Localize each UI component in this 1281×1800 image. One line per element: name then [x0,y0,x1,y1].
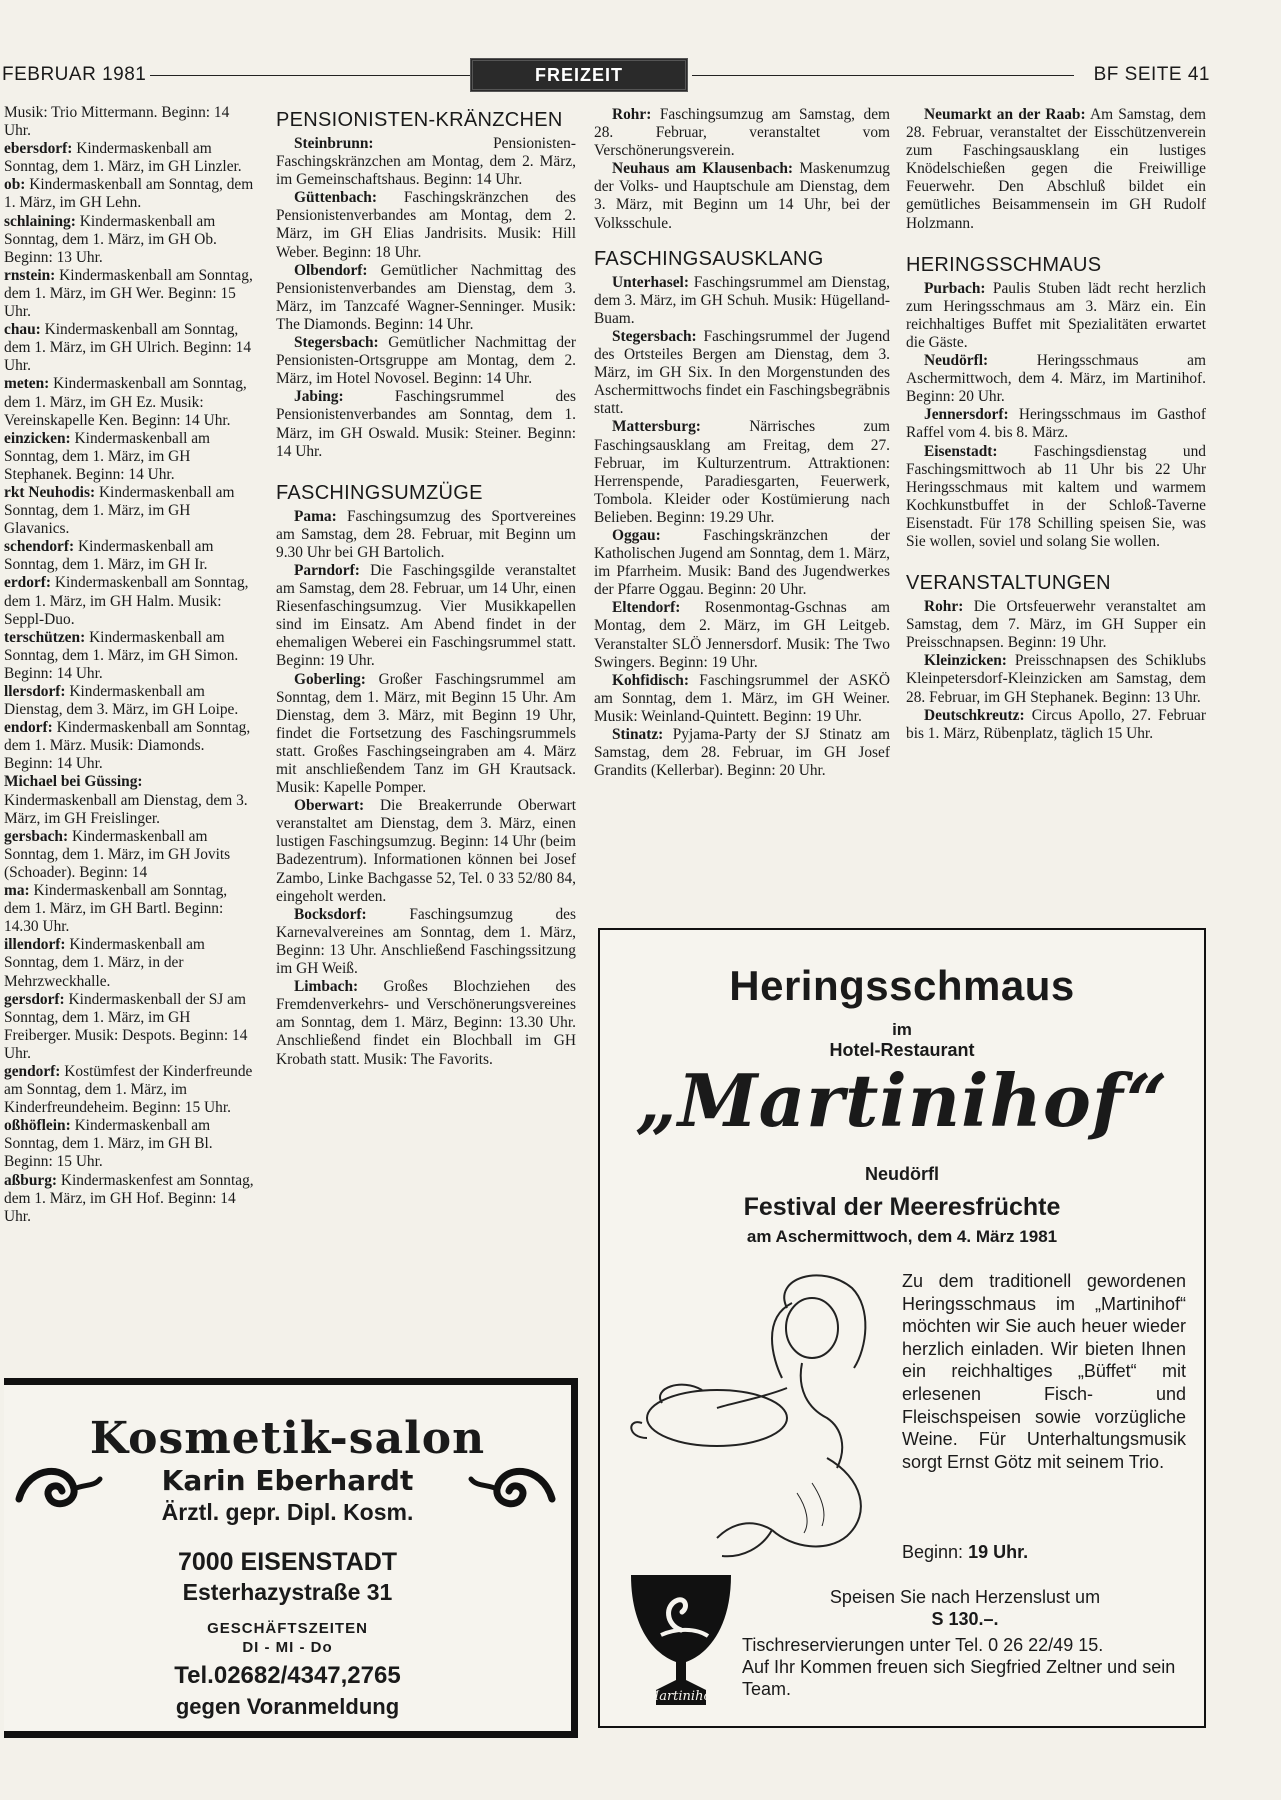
listing-place: Stegersbach: [294,334,379,352]
listing-text: Faschingsrummel am Dienstag, dem 3. März, im GH Schuh. Musik: Hügelland-Buam. [594,273,890,327]
listing-place: schendorf: [4,538,75,556]
listing-place: Jennersdorf: [924,406,1009,424]
column-1 [4,104,256,1226]
listing-entry [594,328,890,418]
listing-text: Kindermaskenball am Sonntag, dem 1. März, im GH Simon. Beginn: 14 Uhr. [4,628,239,682]
listing-entry [906,707,1206,743]
ad-closing: Auf Ihr Kommen freuen sich Siegfried Zeltner und sein Team. [742,1657,1176,1699]
listing-entry [276,797,576,906]
listing-entry [4,213,256,267]
listing-text: Faschingsumzug am Samstag, dem 28. Februar, veranstaltet vom Verschönerungsverein. [594,106,890,160]
listing-text: Preisschnapsen des Schiklubs Kleinpetersdorf-Kleinzicken am Samstag, dem 28. Februar, im GH Stephanek. Beginn: 13 Uhr. [906,652,1206,706]
ad-hours-label: GESCHÄFTSZEITEN [207,1620,368,1637]
listing-place: Kohfidisch: [612,671,689,689]
ad-reservation-block [740,1634,1192,1700]
heading-veranstaltungen: VERANSTALTUNGEN [906,572,1111,595]
listing-text: Kindermaskenfest am Sonntag, dem 1. März, im GH Hof. Beginn: 14 Uhr. [4,1171,254,1225]
listing-text: Pyjama-Party der SJ Stinatz am Samstag, dem 28. Februar, im GH Josef Grandits (Kellerbar). Beginn: 20 Uhr. [594,726,890,780]
listing-text: Faschingsrummel des Pensionistenverbandes am Sonntag, dem 1. März, im GH Oswald. Musik: Steiner. Beginn: 14 Uhr. [276,388,576,460]
listing-entry [4,375,256,429]
page-number: BF SEITE 41 [1093,64,1210,85]
heading-faschingsausklang: FASCHINGSAUSKLANG [594,247,824,270]
listing-entry [4,321,256,375]
listing-text: Kindermaskenball am Sonntag, dem 1. März, in der Mehrzweckhalle. [4,936,205,990]
listing-entry [906,106,1206,233]
listing-entry [4,828,256,882]
ausklang-cont-entries [906,106,1206,233]
listing-text: Gemütlicher Nachmittag des Pensionistenverbandes am Dienstag, dem 3. März, im Tanzcafé Wagner-Senninger. Musik: The Diamonds. Beginn: 14 Uhr. [276,261,576,333]
listing-text: Pensionisten-Faschingskränzchen am Montag, dem 2. März, im Gemeinschaftshaus. Beginn: 14 Uhr. [276,135,576,189]
listing-entry [4,773,256,827]
listing-entry [4,430,256,484]
listing-place: gersbach: [4,827,69,845]
listing-text: Rosenmontag-Gschnas am Montag, dem 2. März, im GH Leitgeb. Veranstalter SLÖ Jennersdorf. Musik: The Two Swingers. Beginn: 19 Uhr. [594,599,890,671]
listing-place: Mattersburg: [612,418,701,436]
listing-place: Rohr: [612,106,652,123]
listing-place: Limbach: [294,978,359,996]
ad-beginn-label: Beginn: [902,1542,964,1562]
listing-entry [276,262,576,334]
listing-text: Die Breakerrunde Oberwart veranstaltet am Dienstag, dem 3. März, einen lustigen Faschingsumzug. Beginn: 14 Uhr (beim Badezentrum). Informationen können bei Josef Zambo, Linke Bachgasse 52, Tel. 0 33 52/80 84, eingeholt werden. [276,797,576,905]
listing-place: Deutschkreutz: [924,706,1025,724]
listing-place: gersdorf: [4,990,65,1008]
listing-place: meten: [4,375,50,393]
listing-text: Großes Blochziehen des Fremdenverkehrs- und Verschönerungsvereines am Sonntag, dem 1. März, Beginn: 13.30 Uhr. Anschließend findet ein Blochball im GH Krobath statt. Musik: The Favorits. [276,978,576,1068]
listing-text: Die Faschingsgilde veranstaltet am Samstag, dem 28. Februar, um 14 Uhr, einen Riesenfaschingsumzug. Vier Musikkapellen sind im Einsatz. Am Abend findet in der ehemaligen Weberei ein Faschingsrummel statt. Beginn: 19 Uhr. [276,561,576,670]
listing-place: oßhöflein: [4,1117,71,1135]
listing-text: Circus Apollo, 27. Februar bis 1. März, Rübenplatz, täglich 15 Uhr. [906,706,1206,742]
ornament-right-icon [467,1459,557,1519]
listing-place: terschützen: [4,628,86,646]
listing-entry [594,160,890,232]
issue-date: FEBRUAR 1981 [2,64,147,85]
listing-entry [4,574,256,628]
ad-owner-name: Karin Eberhardt [161,1464,414,1497]
listing-entry [276,189,576,261]
ad-title: Kosmetik-salon [89,1413,486,1464]
listing-place: rnstein: [4,266,56,284]
listing-entry [594,106,890,160]
ad-qualification: Ärztl. gepr. Dipl. Kosm. [161,1499,414,1525]
listing-place: Bocksdorf: [294,905,367,923]
ausklang-entries [594,274,890,781]
listing-text: Faschingsumzug des Sportvereines am Samstag, dem 28. Februar, mit Beginn um 9.30 Uhr bei GH Bartolich. [276,507,576,561]
listing-text: Heringsschmaus am Aschermittwoch, dem 4. März, im Martinihof. Beginn: 20 Uhr. [906,352,1206,406]
listing-place: erdorf: [4,574,51,592]
ad-place: Neudörfl [865,1164,939,1184]
listing-text: Faschingsumzug des Karnevalvereines am Sonntag, dem 1. März, Beginn: 13 Uhr. Anschließend Faschingssitzung im GH Weiß. [276,905,576,978]
listing-text: Kindermaskenball am Sonntag, dem 1. März, im GH Lehn. [4,176,254,212]
ad-phone: Tel.02682/4347,2765 [174,1662,401,1689]
listing-entry [4,991,256,1063]
listing-entry [276,388,576,460]
listing-place: aßburg: [4,1171,58,1189]
ad-date: am Aschermittwoch, dem 4. März 1981 [746,1227,1058,1246]
ad-beginn [902,1542,1028,1563]
ornament-left-icon [14,1459,104,1519]
listing-place: Oberwart: [294,797,365,815]
listing-text: Kindermaskenball am Sonntag, dem 1. März. Musik: Diamonds. Beginn: 14 Uhr. [4,719,251,773]
listing-place: Parndorf: [294,561,360,579]
listing-text: Kindermaskenball am Sonntag, dem 1. März, im GH Halm. Musik: Seppl-Duo. [4,574,249,628]
listing-entry [906,406,1206,442]
ad-beginn-time: 19 Uhr. [968,1542,1029,1562]
listing-place: Neudörfl: [924,352,989,370]
listing-place: ob: [4,176,26,194]
listing-text: Faschingsdienstag und Faschingsmittwoch ab 11 Uhr bis 22 Uhr Heringsschmaus mit kaltem und warmem Kochkunstbuffet in der Schloß-Taverne Eisenstadt. Für 178 Schilling speisen Sie, was Sie wollen, soviel und solang Sie wollen. [906,442,1206,550]
listing-text: Kindermaskenball am Sonntag, dem 1. März, im GH Ulrich. Beginn: 14 Uhr. [4,321,252,375]
ad-festival: Festival der Meeresfrüchte [743,1193,1061,1221]
heading-faschingsumzuege: FASCHINGSUMZÜGE [276,481,483,504]
listing-text: Kindermaskenball am Sonntag, dem 1. März, im GH Ob. Beginn: 13 Uhr. [4,212,217,266]
listing-text: Kindermaskenball am Sonntag, dem 1. März, im GH Ir. [4,538,214,574]
listing-place: rkt Neuhodis: [4,483,96,501]
header-rule-left [150,75,470,76]
header-rule-right [692,75,1074,76]
listing-entry [594,726,890,780]
ad-note: gegen Voranmeldung [175,1694,400,1719]
listing-place: Rohr: [924,598,964,616]
listing-place: Stegersbach: [612,327,697,345]
listing-entry [4,1172,256,1226]
listing-text: Am Samstag, dem 28. Februar, veranstaltet der Eisschützenverein zum Faschingsausklang ein lustiges Knödelschießen gegen die Freiwillige Feuerwehr. Den Abschluß bildet ein gemütliches Beisammensein im GH Rudolf Holzmann. [906,106,1206,232]
listing-text: Maskenumzug der Volks- und Hauptschule am Dienstag, dem 3. März, mit Beginn um 14 Uhr, bei der Volksschule. [594,160,890,232]
listing-text: Kindermaskenball am Sonntag, dem 1. März, im GH Ez. Musik: Vereinskapelle Ken. Beginn: 14 Uhr. [4,375,247,429]
listing-place: Neumarkt an der Raab: [924,106,1086,123]
heading-heringsschmaus: HERINGSSCHMAUS [906,253,1102,276]
listing-text: Kostümfest der Kinderfreunde am Sonntag, dem 1. März, im Kinderfreundeheim. Beginn: 15 Uhr. [4,1062,253,1117]
listing-place: Michael bei Güssing: [4,773,143,791]
column-2 [276,104,576,1069]
listing-entry [4,683,256,719]
listing-entry [4,629,256,683]
ad-price-line: Speisen Sie nach Herzenslust um [829,1587,1101,1607]
ad-price: S 130.–. [931,1609,999,1629]
listing-entry [594,527,890,599]
listing-text: Faschingsrummel der ASKÖ am Sonntag, dem 1. März, im GH Weiner. Musik: Weinland-Quintett. Beginn: 19 Uhr. [594,671,890,725]
listing-text: Paulis Stuben lädt recht herzlich zum Heringsschmaus am 3. März ein. Ein reichhaltiges Buffet mit Spezialitäten erwartet die Gäste. [906,279,1206,351]
ad-kosmetik-salon [4,1378,578,1738]
heringsschmaus-entries [906,280,1206,551]
listing-text: Kindermaskenball am Dienstag, dem 3. März, im GH Loipe. [4,683,239,719]
umzuege-cont-entries [594,106,890,233]
listing-entry [276,978,576,1068]
listing-place: llersdorf: [4,683,66,700]
pensionisten-entries [276,135,576,461]
listing-text: Faschingskränzchen des Pensionistenverbandes am Montag, dem 2. März, im GH Elias Jandrisits. Musik: Hill Weber. Beginn: 18 Uhr. [276,189,576,261]
listing-entry [906,652,1206,706]
martinihof-logo-icon [626,1570,736,1708]
listing-place: Eisenstadt: [924,442,998,460]
ad-city: 7000 EISENSTADT [177,1548,398,1576]
mermaid-illustration-icon [622,1268,892,1558]
listing-text: Heringsschmaus im Gasthof Raffel vom 4. bis 8. März. [906,406,1206,442]
listing-place: Unterhasel: [612,273,689,291]
section-tag: FREIZEIT [470,58,688,92]
ad-price-block [740,1586,1190,1630]
listing-entry [594,418,890,527]
ad-heringsschmaus [598,928,1206,1728]
ad-reservation: Tischreservierungen unter Tel. 0 26 22/49 15. [742,1635,1104,1655]
listing-entry [594,672,890,726]
listing-place: ebersdorf: [4,140,73,158]
listing-entry [4,1063,256,1117]
listing-entry [4,176,256,212]
listing-entry [4,484,256,538]
listing-text: Kindermaskenball am Sonntag, dem 1. März, im GH Bl. Beginn: 15 Uhr. [4,1117,213,1171]
listing-entry [276,671,576,798]
listing-text: Großer Faschingsrummel am Sonntag, dem 1. März, mit Beginn 15 Uhr. Am Dienstag, dem 3. März, mit Beginn 19 Uhr, findet die Fortsetzung des Faschingsrummels statt. Großes Faschingseingraben am 4. März mit anschließendem Tanz im GH Krautsack. Musik: Kapelle Pomper. [276,670,576,797]
heading-pensionisten: PENSIONISTEN-KRÄNZCHEN [276,109,563,131]
listing-place: ma: [4,882,30,900]
listing-entry [276,508,576,562]
listing-entry [594,274,890,328]
listing-place: chau: [4,321,41,339]
listing-place: Eltendorf: [612,599,681,617]
listing-place: illendorf: [4,936,66,954]
listing-place: schlaining: [4,212,76,230]
listing-text: Kindermaskenball am Sonntag, dem 1. März, im GH Wer. Beginn: 15 Uhr. [4,266,253,321]
column-4 [906,106,1206,743]
listing-place: gendorf: [4,1062,61,1080]
listing-entry [906,280,1206,352]
listing-entry [4,267,256,321]
listing-place: Pama: [294,507,337,525]
listing-entry [276,334,576,388]
listing-place: Neuhaus am Klausenbach: [612,160,794,178]
column-3 [594,106,890,780]
listing-entry [276,135,576,189]
listing-text: Närrisches zum Faschingsausklang am Freitag, dem 27. Februar, im Kulturzentrum. Attraktionen: Herrenspende, Paradiesgarten, Feuerwerk, Tombola. Kleider oder Kostümierung nach Belieben. Beginn: 19.29 Uhr. [594,418,890,526]
listing-place: Güttenbach: [294,189,377,207]
listing-entry [4,882,256,936]
ad-days: DI - MI - Do [242,1639,333,1656]
listing-place: Steinbrunn: [294,135,374,152]
listing-entry [4,538,256,574]
listing-text: Gemütlicher Nachmittag der Pensionisten-Ortsgruppe am Montag, dem 2. März, im Hotel Novosel. Beginn: 14 Uhr. [276,334,576,388]
listing-entry [906,598,1206,652]
listing-entry [276,906,576,978]
listing-text: Faschingskränzchen der Katholischen Jugend am Sonntag, dem 1. März, im Pfarrheim. Musik: Band des Jugendwerkes der Pfarre Oggau. Beginn: 20 Uhr. [594,526,890,599]
listing-entry [906,443,1206,552]
listing-entry [276,562,576,671]
listing-entry [4,1117,256,1171]
listing-text: Kindermaskenball am Sonntag, dem 1. März, im GH Linzler. [4,140,242,176]
listing-place: Kleinzicken: [924,652,1007,670]
ad-im: im [892,1020,912,1039]
ad-venue-name: „Martinihof“ [635,1058,1169,1143]
listing-place: endorf: [4,719,53,737]
listing-place: Purbach: [924,279,986,297]
umzuege-entries [276,508,576,1069]
listing-text: Faschingsrummel der Jugend des Ortsteiles Bergen am Dienstag, dem 3. März, im GH Six. In den Morgenstunden des Aschermittwochs findet ein Faschingsbegräbnis statt. [594,327,890,418]
listing-place: Jabing: [294,388,344,406]
listing-place: Olbendorf: [294,261,368,279]
listing-entry [4,719,256,773]
listing-text: Musik: Trio Mittermann. Beginn: 14 Uhr. [4,104,230,140]
listing-entry [4,140,256,176]
ad-body-text: Zu dem traditionell gewordenen Heringsschmaus im „Martinihof“ möchten wir Sie auch heuer wieder herzlich einladen. Wir bieten Ihnen ein reichhaltiges „Büffet“ mit erlesenen Fisch- und Fleischspeisen sowie vorzügliche Weine. Für Unterhaltungsmusik sorgt Ernst Götz mit seinem Trio. [902,1271,1186,1472]
listing-entry [594,599,890,671]
listing-text: Die Ortsfeuerwehr veranstaltet am Samstag, dem 7. März, im GH Supper ein Preisschnapsen. Beginn: 19 Uhr. [906,598,1206,652]
ad-venue-type: Hotel-Restaurant [829,1040,975,1060]
listing-entry [4,936,256,990]
ad-title: Heringsschmaus [729,962,1075,1009]
listing-entry [4,104,256,140]
logo-text: Martinihof [645,1689,717,1704]
listing-entry [906,352,1206,406]
ad-street: Esterhazystraße 31 [182,1579,393,1605]
listing-text: Kindermaskenball am Sonntag, dem 1. März, im GH Bartl. Beginn: 14.30 Uhr. [4,882,228,936]
listing-place: Goberling: [294,670,366,688]
listing-text: Kindermaskenball am Sonntag, dem 1. März, im GH Glavanics. [4,483,235,538]
listing-text: Kindermaskenball am Sonntag, dem 1. März, im GH Jovits (Schoader). Beginn: 14 [4,827,231,881]
listing-place: Oggau: [612,526,661,544]
listing-text: Kindermaskenball am Sonntag, dem 1. März, im GH Stephanek. Beginn: 14 Uhr. [4,429,211,483]
veranstaltungen-entries [906,598,1206,743]
page-header [0,58,1210,96]
listing-text: Kindermaskenball am Dienstag, dem 3. März, im GH Freislinger. [4,791,248,827]
listing-place: einzicken: [4,429,71,447]
listing-text: Kindermaskenball der SJ am Sonntag, dem 1. März, im GH Freiberger. Musik: Despots. Beginn: 14 Uhr. [4,990,248,1062]
listing-place: Stinatz: [612,726,664,743]
